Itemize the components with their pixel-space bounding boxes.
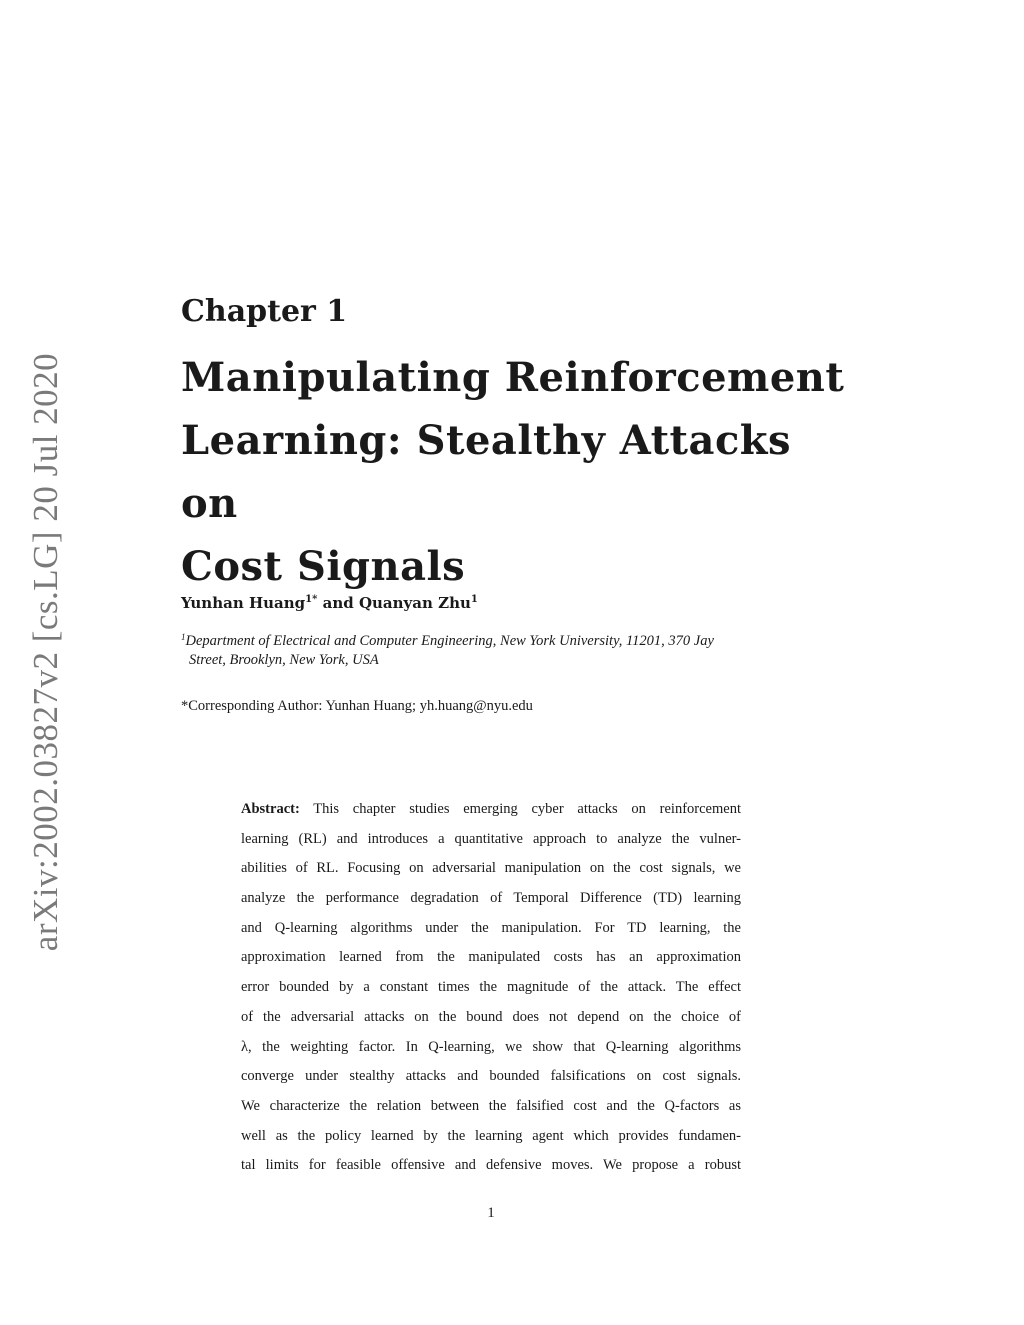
- affiliation-mark: 1: [181, 632, 186, 642]
- abstract-line: converge under stealthy attacks and bounded falsifications on cost signals.: [241, 1068, 741, 1085]
- abstract-line: We characterize the relation between the falsified cost and the Q-factors as: [241, 1097, 741, 1114]
- arxiv-identifier-stamp: arXiv:2002.03827v2 [cs.LG] 20 Jul 2020: [26, 352, 65, 952]
- chapter-title-line: Cost Signals: [181, 543, 466, 590]
- author-name: Quanyan Zhu: [358, 594, 471, 612]
- abstract-line: λ, the weighting factor. In Q-learning, we show that Q-learning algorithms: [241, 1038, 741, 1055]
- author-list: [181, 590, 478, 616]
- abstract-line: error bounded by a constant times the magnitude of the attack. The effect: [241, 979, 741, 996]
- corresponding-author-note: *Corresponding Author: Yunhan Huang; yh.huang@nyu.edu: [181, 698, 533, 714]
- abstract: [241, 795, 741, 1181]
- affiliation-line: Department of Electrical and Computer Engineering, New York University, 11201, 370 Jay: [185, 633, 714, 649]
- affiliation-line: Street, Brooklyn, New York, USA: [189, 652, 379, 668]
- abstract-line: approximation learned from the manipulated costs has an approximation: [241, 949, 741, 966]
- abstract-line: abilities of RL. Focusing on adversarial manipulation on the cost signals, we: [241, 860, 741, 877]
- abstract-line: analyze the performance degradation of Temporal Difference (TD) learning: [241, 890, 741, 907]
- author-affiliation-mark: 1*: [305, 594, 318, 605]
- chapter-title-line: Manipulating Reinforcement: [181, 354, 845, 401]
- chapter-title: [181, 346, 861, 598]
- author-name: Yunhan Huang: [181, 594, 306, 612]
- abstract-line: well as the policy learned by the learning agent which provides fundamen-: [241, 1127, 741, 1144]
- abstract-line: [241, 795, 741, 825]
- abstract-line: tal limits for feasible offensive and defensive moves. We propose a robust: [241, 1157, 741, 1174]
- chapter-title-line: Learning: Stealthy Attacks on: [181, 417, 792, 527]
- abstract-line: learning (RL) and introduces a quantitative approach to analyze the vulner-: [241, 830, 741, 847]
- abstract-text: This chapter studies emerging cyber attacks on reinforcement: [313, 801, 741, 817]
- affiliation: [181, 632, 821, 670]
- chapter-label: Chapter 1: [181, 294, 348, 329]
- author-conjunction: and: [322, 594, 354, 612]
- abstract-label: Abstract:: [241, 801, 300, 817]
- page-number: 1: [487, 1205, 495, 1221]
- author-affiliation-mark: 1: [470, 594, 478, 605]
- abstract-line: and Q-learning algorithms under the manipulation. For TD learning, the: [241, 919, 741, 936]
- abstract-line: of the adversarial attacks on the bound does not depend on the choice of: [241, 1008, 741, 1025]
